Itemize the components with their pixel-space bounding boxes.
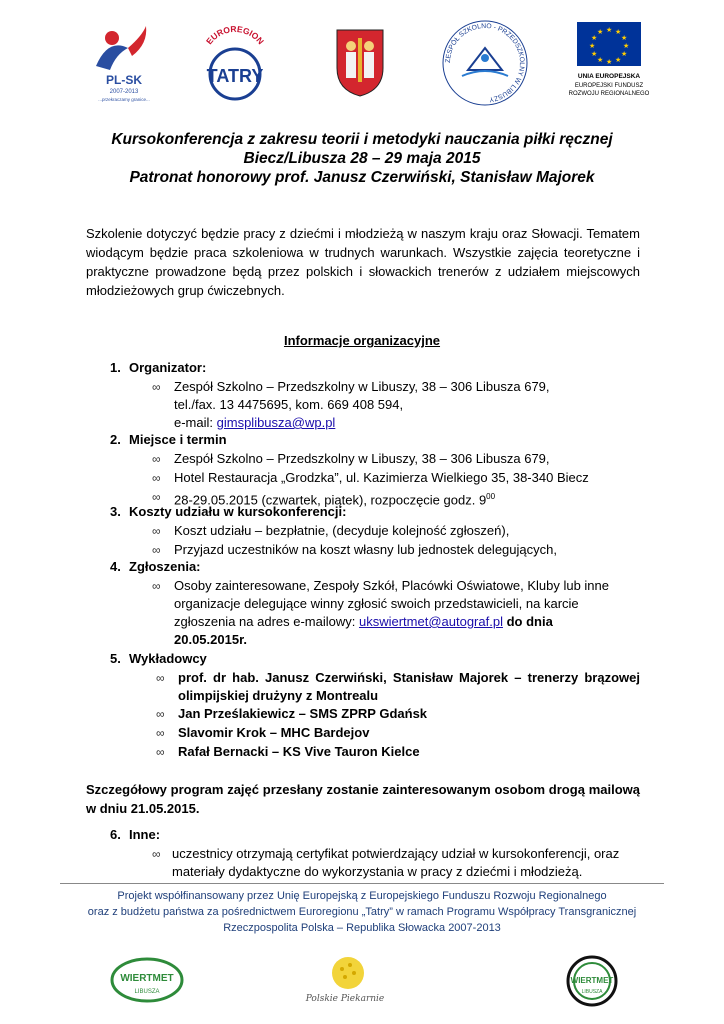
svg-text:WIERTMET: WIERTMET: [120, 973, 174, 984]
svg-text:Polskie Piekarnie: Polskie Piekarnie: [305, 994, 385, 1004]
plsk-logo: [88, 18, 160, 106]
section-3-heading: 3. Koszty udziału w kursokonferencji:: [110, 504, 347, 519]
list-item: ∞ Hotel Restauracja „Grodzka”, ul. Kazimierza Wielkiego 35, 38-340 Biecz: [152, 470, 589, 485]
infinity-bullet-icon: ∞: [156, 745, 165, 759]
svg-text:★: ★: [615, 28, 622, 36]
svg-text:...przekraczamy granice...: ...przekraczamy granice...: [98, 97, 150, 102]
list-item: ∞ Slavomir Krok – MHC Bardejov: [156, 725, 370, 740]
svg-text:EUROREGION: EUROREGION: [203, 23, 266, 47]
intro-paragraph: Szkolenie dotyczyć będzie pracy z dziećmi i młodzieżą w naszym kraju oraz Słowacji. Tematem wiodącym będzie praca szkoleniowa w trudnych warunkach. Wszystkie zajęcia teoretyczne i praktyczne prowadzone będą przez polskich i słowackich trenerów z udziałem miejscowych młodzieżowych grup ćwiczebnych.: [86, 226, 640, 298]
document-title: [60, 130, 664, 187]
svg-text:★: ★: [606, 58, 613, 66]
organizer-email-link[interactable]: gimsplibusza@wp.pl: [216, 415, 336, 430]
wiertmet-logo-right: [555, 955, 629, 1007]
title-line-3: Patronat honorowy prof. Janusz Czerwiński, Stanisław Majorek: [129, 169, 595, 186]
infinity-bullet-icon: ∞: [152, 490, 161, 504]
svg-text:LIBUSZA: LIBUSZA: [134, 989, 160, 995]
infinity-bullet-icon: ∞: [152, 579, 161, 593]
list-item: ∞ prof. dr hab. Janusz Czerwiński, Stanisław Majorek – trenerzy brązowej olimpijskiej drużyny z Montrealu: [156, 670, 640, 703]
svg-text:WIERTMET: WIERTMET: [570, 976, 614, 985]
infinity-bullet-icon: ∞: [152, 452, 161, 466]
svg-text:ZESPÓŁ SZKOLNO - PRZEDSZKOLNY: ZESPÓŁ SZKOLNO - PRZEDSZKOLNY W LIBUSZY: [444, 22, 526, 103]
list-item: ∞ Koszt udziału – bezpłatnie, (decyduje kolejność zgłoszeń),: [152, 523, 510, 538]
list-item: ∞ Zespół Szkolno – Przedszkolny w Libuszy, 38 – 306 Libusza 679, tel./fax. 13 4475695, kom. 669 408 594, e-mail: gimsplibusza@wp.pl: [152, 379, 550, 430]
svg-text:LIBUSZA: LIBUSZA: [581, 989, 603, 995]
section-4-heading: 4. Zgłoszenia:: [110, 559, 201, 574]
svg-text:★: ★: [615, 56, 622, 64]
footer-divider: [60, 883, 664, 884]
footer-text: Projekt współfinansowany przez Unię Europejską z Europejskiego Funduszu Rozwoju Regionalnego oraz z budżetu państwa za pośrednictwem Euroregionu „Tatry” w ramach Programu Współpracy Transgranicznej Rzeczpospolita Polska – Republika Słowacka 2007-2013: [87, 890, 637, 934]
coat-of-arms-logo: [335, 28, 385, 98]
svg-text:★: ★: [606, 26, 613, 34]
list-item: ∞ Rafał Bernacki – KS Vive Tauron Kielce: [156, 744, 420, 759]
infinity-bullet-icon: ∞: [152, 380, 161, 394]
section-2-heading: 2. Miejsce i termin: [110, 432, 227, 447]
list-item: ∞ Przyjazd uczestników na koszt własny lub jednostek delegujących,: [152, 542, 557, 557]
svg-text:ROZWOJU REGIONALNEGO: ROZWOJU REGIONALNEGO: [568, 91, 650, 97]
info-heading: Informacje organizacyjne: [283, 333, 441, 348]
section-1-heading: 1. Organizator:: [110, 360, 207, 375]
title-line-2: Biecz/Libusza 28 – 29 maja 2015: [243, 150, 481, 167]
logo-row: [0, 18, 724, 108]
svg-text:★: ★: [589, 42, 596, 50]
list-item: ∞ Osoby zainteresowane, Zespoły Szkół, Placówki Oświatowe, Kluby lub inne organizacje delegujące winny zgłosić swoich przedstawicieli, na karcie zgłoszenia na adres e-mailowy: ukswiertmet@autograf.pl do dnia 20.05.2015r.: [152, 578, 609, 647]
infinity-bullet-icon: ∞: [152, 847, 161, 861]
eu-logo: [565, 22, 653, 104]
infinity-bullet-icon: ∞: [152, 543, 161, 557]
infinity-bullet-icon: ∞: [152, 471, 161, 485]
section-6-heading: 6. Inne:: [110, 827, 161, 842]
infinity-bullet-icon: ∞: [156, 671, 165, 685]
title-line-1: Kursokonferencja z zakresu teorii i metodyki nauczania piłki ręcznej: [111, 131, 613, 148]
infinity-bullet-icon: ∞: [156, 707, 165, 721]
list-item: ∞ 28-29.05.2015 (czwartek, piątek), rozpoczęcie godz. $9^{00}$: [152, 490, 496, 508]
polskie-piekarnie-logo: [290, 955, 400, 1007]
summary-paragraph: Szczegółowy program zajęć przesłany zostanie zainteresowanym osobom drogą mailową w dniu 21.05.2015.: [86, 782, 640, 816]
svg-text:★: ★: [591, 50, 598, 58]
svg-text:★: ★: [621, 50, 628, 58]
svg-text:★: ★: [597, 56, 604, 64]
list-item: ∞ uczestnicy otrzymają certyfikat potwierdzający udział w kursokonferencji, oraz materiały dydaktyczne do wykorzystania w pracy z dziećmi i młodzieżą.: [152, 846, 620, 879]
svg-text:2007-2013: 2007-2013: [109, 89, 139, 95]
infinity-bullet-icon: ∞: [156, 726, 165, 740]
svg-text:TATRY: TATRY: [206, 66, 264, 86]
svg-text:UNIA EUROPEJSKA: UNIA EUROPEJSKA: [577, 73, 641, 80]
list-item: ∞ Jan Prześlakiewicz – SMS ZPRP Gdańsk: [156, 706, 428, 721]
svg-text:PL-SK: PL-SK: [106, 73, 142, 87]
svg-text:EUROPEJSKI FUNDUSZ: EUROPEJSKI FUNDUSZ: [574, 83, 644, 89]
section-5-heading: 5. Wykładowcy: [110, 651, 207, 666]
svg-text:★: ★: [597, 28, 604, 36]
wiertmet-logo-left: [110, 957, 184, 1003]
svg-text:★: ★: [623, 42, 630, 50]
svg-text:★: ★: [621, 34, 628, 42]
svg-text:★: ★: [591, 34, 598, 42]
school-logo: [440, 18, 530, 108]
registration-email-link[interactable]: ukswiertmet@autograf.pl: [358, 614, 503, 629]
infinity-bullet-icon: ∞: [152, 524, 161, 538]
list-item: ∞ Zespół Szkolno – Przedszkolny w Libuszy, 38 – 306 Libusza 679,: [152, 451, 550, 466]
euroregion-tatry-logo: [195, 18, 275, 106]
